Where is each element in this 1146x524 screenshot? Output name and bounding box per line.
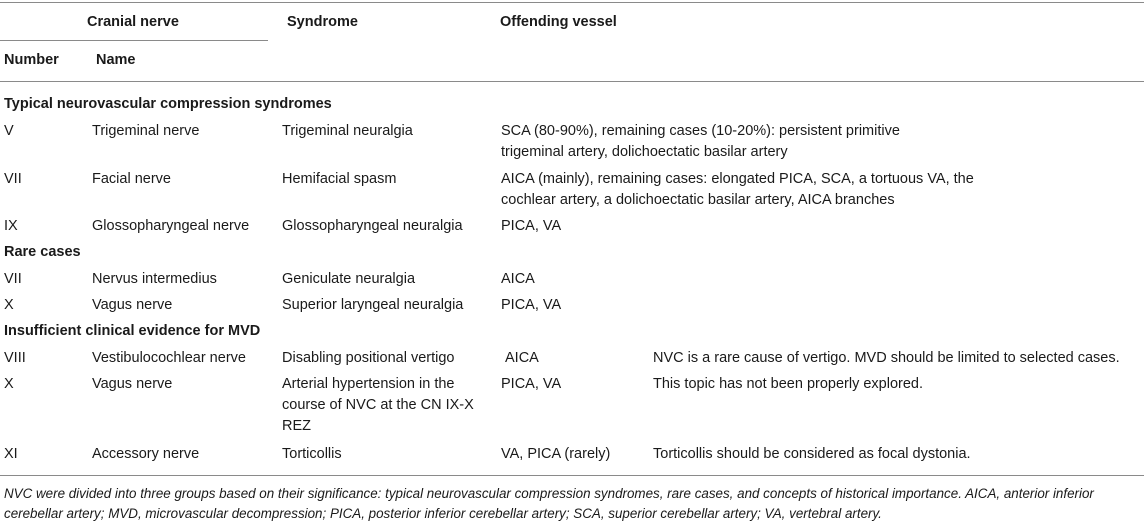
header-bottom-rule [0, 81, 1144, 82]
cranial-nerve-group-rule [0, 40, 268, 41]
row-syndrome: Torticollis [282, 446, 342, 462]
row-syndrome: Superior laryngeal neuralgia [282, 297, 464, 313]
row-name: Nervus intermedius [92, 271, 217, 287]
header-number: Number [4, 52, 59, 68]
row-vessel: PICA, VA [501, 376, 562, 392]
row-vessel: AICA [501, 271, 535, 287]
row-vessel: PICA, VA [501, 218, 562, 234]
section-title-insufficient: Insufficient clinical evidence for MVD [4, 323, 261, 339]
row-note: This topic has not been properly explored. [653, 376, 924, 392]
row-syndrome: Trigeminal neuralgia [282, 123, 413, 139]
table-footnote: NVC were divided into three groups based on their significance: typical neurovascular compression syndromes, rare cases, and concepts of historical importance. AICA, anterior inferior cerebellar artery; MVD, microvascular decompression; PICA, posterior inferior cerebellar artery; SCA, superior cerebellar artery; VA, vertebral artery. [4, 486, 1094, 521]
row-number: X [4, 297, 14, 313]
row-vessel: PICA, VA [501, 297, 562, 313]
row-vessel: VA, PICA (rarely) [501, 446, 611, 462]
row-syndrome: Disabling positional vertigo [282, 350, 455, 366]
row-name: Glossopharyngeal nerve [92, 218, 250, 234]
table-top-rule [0, 2, 1144, 3]
row-name: Vestibulocochlear nerve [92, 350, 246, 366]
row-name: Facial nerve [92, 171, 171, 187]
row-number: VII [4, 271, 22, 287]
row-vessel: AICA (mainly), remaining cases: elongated PICA, SCA, a tortuous VA, the cochlear artery, a dolichoectatic basilar artery, AICA branches [501, 171, 974, 208]
section-title-rare: Rare cases [4, 244, 81, 260]
table-bottom-rule [0, 475, 1144, 476]
row-syndrome: Hemifacial spasm [282, 171, 397, 187]
row-note: Torticollis should be considered as focal dystonia. [653, 446, 971, 462]
row-syndrome: Glossopharyngeal neuralgia [282, 218, 463, 234]
row-number: VII [4, 171, 22, 187]
row-note: NVC is a rare cause of vertigo. MVD should be limited to selected cases. [653, 350, 1120, 366]
header-cranial-nerve: Cranial nerve [87, 14, 179, 30]
header-syndrome: Syndrome [287, 14, 358, 30]
row-number: X [4, 376, 14, 392]
row-number: IX [4, 218, 18, 234]
row-vessel: SCA (80-90%), remaining cases (10-20%): persistent primitive trigeminal artery, dolichoectatic basilar artery [501, 123, 900, 160]
header-offending-vessel: Offending vessel [500, 14, 617, 30]
row-name: Trigeminal nerve [92, 123, 200, 139]
row-number: XI [4, 446, 18, 462]
row-syndrome: Geniculate neuralgia [282, 271, 416, 287]
row-number: VIII [4, 350, 26, 366]
row-name: Accessory nerve [92, 446, 200, 462]
row-name: Vagus nerve [92, 376, 173, 392]
row-name: Vagus nerve [92, 297, 173, 313]
row-number: V [4, 123, 14, 139]
row-vessel: AICA [505, 350, 539, 366]
section-title-typical: Typical neurovascular compression syndromes [4, 96, 332, 112]
header-name: Name [96, 52, 136, 68]
row-syndrome: Arterial hypertension in the course of NVC at the CN IX-X REZ [282, 376, 474, 434]
